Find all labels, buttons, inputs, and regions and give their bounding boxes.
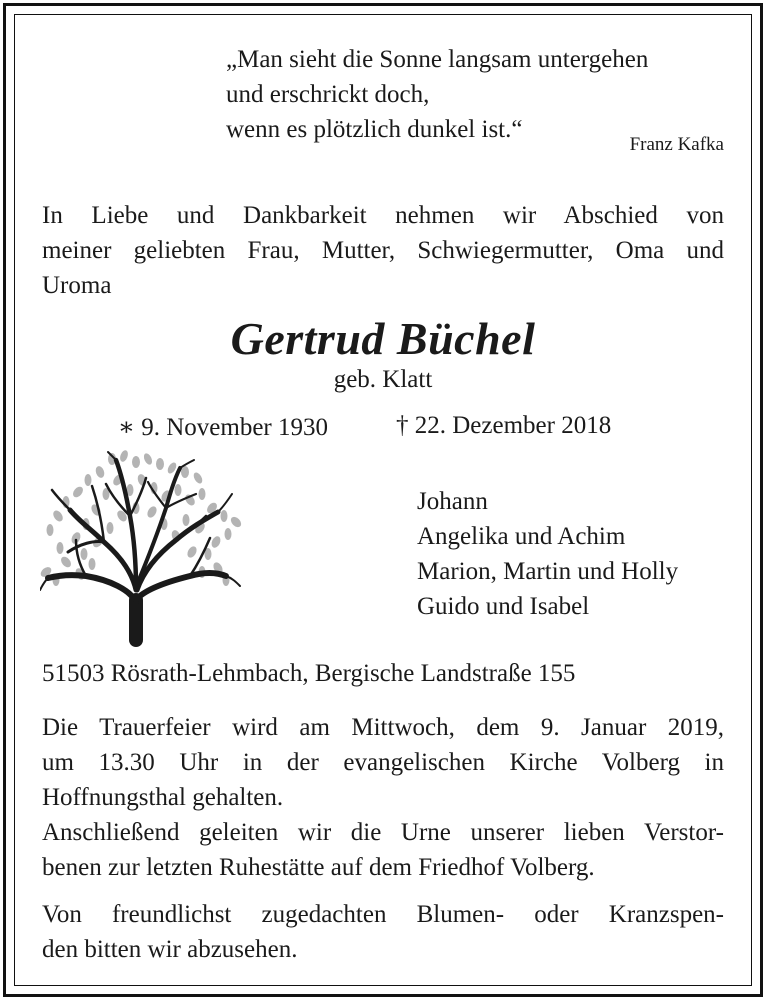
ceremony-line: benen zur letzten Ruhestätte auf dem Friedhof Volberg. bbox=[42, 854, 595, 881]
quote-line: „Man sieht die Sonne langsam untergehen bbox=[226, 46, 649, 73]
quote-line: wenn es plötzlich dunkel ist.“ bbox=[226, 116, 523, 143]
flowers-line: den bitten wir abzusehen. bbox=[42, 936, 298, 963]
quote-author: Franz Kafka bbox=[629, 134, 724, 155]
birth-date: ∗ 9. November 1930 bbox=[118, 414, 329, 441]
flowers-note bbox=[42, 897, 724, 967]
deceased-name: Gertrud Büchel bbox=[230, 313, 536, 364]
ceremony-text bbox=[42, 710, 724, 885]
family-list bbox=[417, 484, 678, 624]
family-member: Guido und Isabel bbox=[417, 593, 590, 620]
death-date: † 22. Dezember 2018 bbox=[396, 412, 612, 439]
family-member: Angelika und Achim bbox=[417, 523, 626, 550]
family-member: Marion, Martin und Holly bbox=[417, 558, 679, 585]
intro-line: In Liebe und Dankbarkeit nehmen wir Abschied von bbox=[42, 202, 724, 229]
ceremony-line: Die Trauerfeier wird am Mittwoch, dem 9. Januar 2019, bbox=[42, 714, 724, 741]
ceremony-line: um 13.30 Uhr in der evangelischen Kirche Volberg in bbox=[42, 749, 724, 776]
intro-line: Uroma bbox=[42, 272, 112, 299]
flowers-line: Von freundlichst zugedachten Blumen- oder Kranzspen- bbox=[42, 901, 724, 928]
intro-line: meiner geliebten Frau, Mutter, Schwiegermutter, Oma und bbox=[42, 237, 724, 264]
kafka-quote bbox=[226, 42, 726, 147]
family-member: Johann bbox=[417, 488, 488, 515]
ceremony-line: Anschließend geleiten wir die Urne unserer lieben Verstor- bbox=[42, 819, 724, 846]
quote-line: und erschrickt doch, bbox=[226, 81, 430, 108]
address: 51503 Rösrath-Lehmbach, Bergische Landstraße 155 bbox=[42, 660, 576, 687]
ceremony-line: Hoffnungsthal gehalten. bbox=[42, 784, 284, 811]
intro-text bbox=[42, 198, 724, 303]
birth-name: geb. Klatt bbox=[333, 366, 433, 393]
tree-illustration bbox=[40, 450, 245, 650]
